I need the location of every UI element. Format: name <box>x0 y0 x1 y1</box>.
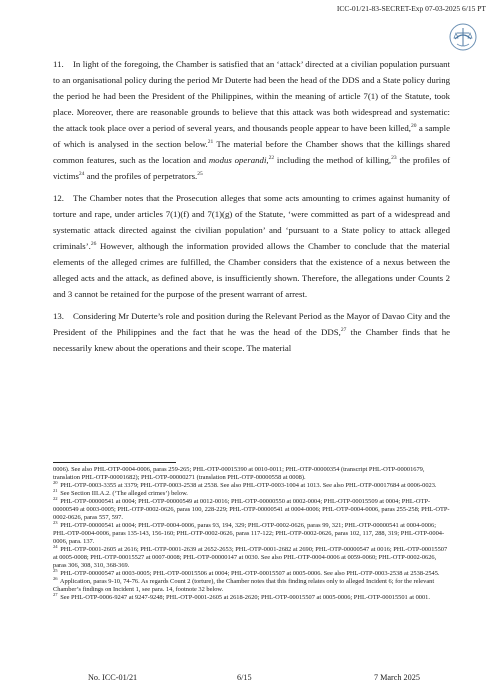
paragraph-text: , <box>266 155 269 165</box>
footnote-text: PHL-OTP-0001-2605 at 2616; PHL-OTP-0001-2639 at 2652-2653; PHL-OTP-0001-2682 at 2690; PHL-OTP-00000547 at 0016; PHL-OTP-00015507 at 0005-0008; PHL-OTP-00015527 at 0007-0008; PHL-OTP-00000147 at 0030. See also PHL-OTP-0004-0006 at 0059-0060; PHL-OTP-0002-0626, paras 306, 308, 310, 368-369. <box>53 546 448 569</box>
footnote-ref-22[interactable]: 22 <box>268 155 275 162</box>
footnote-25 <box>53 567 450 578</box>
paragraph-text: Considering Mr Duterte’s role and position during the Relevant Period as the Mayor of Davao City and the President of the Philippines and the fact that he was the head of the DDS, <box>53 311 450 337</box>
court-emblem-icon <box>448 22 478 52</box>
footnote-20 <box>53 479 450 490</box>
paragraph-text: and the profiles of perpetrators. <box>84 171 198 181</box>
footnote-number: 25 <box>53 567 58 573</box>
footnote-26 <box>53 575 450 594</box>
footnote-number: 23 <box>53 519 58 525</box>
document-body <box>53 56 450 362</box>
footnote-text: See Section III.A.2. (‘The alleged crimes’) below. <box>60 490 188 497</box>
paragraph-text: The Chamber notes that the Prosecution alleges that some acts amounting to crimes against humanity of torture and rape, under articles 7(1)(f) and 7(1)(g) of the Statute, ‘were committed as part of a widespread and systematic attack directed against the civilian population’ and ‘pursuant to a State policy to attack alleged criminals’. <box>53 193 450 251</box>
paragraph-text: In light of the foregoing, the Chamber is satisfied that an ‘attack’ directed at a civilian population pursuant to an organisational policy during the period Mr Duterte had been the head of the DDS and a State policy during the period he had been the President of the Philippines, within the meaning of article 7(1) of the Statute, took place. Moreover, there are reasonable grounds to believe that this attack was both widespread and systematic: the attack took place over a period of several years, and thousands people appear to have been killed, <box>53 59 450 133</box>
footnote-number: 20 <box>53 479 58 485</box>
footnotes-section <box>53 466 450 602</box>
footnote-ref-21[interactable]: 21 <box>207 139 214 146</box>
footnote-ref-25[interactable]: 25 <box>197 171 203 178</box>
paragraph-text: However, although the information provided allows the Chamber to conclude that the material elements of the alleged crimes are fulfilled, the Chamber considers that the existence of a nexus between the alleged acts and the attack, as defined above, is insufficiently shown. Therefore, the allegations under Counts 2 and 3 cannot be retained for the purpose of the present warrant of arrest. <box>53 241 450 299</box>
footnote-ref-20[interactable]: 20 <box>410 123 417 130</box>
footnote-ref-23[interactable]: 23 <box>391 155 397 162</box>
footnote-text: PHL-OTP-0003-3355 at 3379; PHL-OTP-0003-2538 at 2538. See also PHL-OTP-0003-1004 at 1013. See also PHL-OTP-00017684 at 0006-0023. <box>60 482 437 489</box>
paragraph-text: the profiles of victims <box>53 155 450 181</box>
footnote-text: PHL-OTP-00000547 at 0003-0005; PHL-OTP-00015506 at 0004; PHL-OTP-00015507 at 0005-0006. See also PHL-OTP-0003-2538 at 2538-2545. <box>60 570 440 577</box>
footnote-ref-26[interactable]: 26 <box>90 241 97 248</box>
paragraph-text: including the method of killing, <box>274 155 392 165</box>
footnote-text: PHL-OTP-00000541 at 0004; PHL-OTP-0004-0006, paras 93, 194, 329; PHL-OTP-0002-0626, paras 99, 321; PHL-OTP-00000541 at 0004-0006; PHL-OTP-0004-0006, paras 135-143, 156-160; PHL-OTP-0002-0626, paras 117-122; PHL-OTP-0002-0626, paras 102, 117, 288, 319; PHL-OTP-0004-0006, para. 137. <box>53 522 445 545</box>
paragraph-number: 13. <box>53 311 64 321</box>
case-number: No. ICC-01/21 <box>88 673 138 682</box>
footnote-number: 22 <box>53 495 58 501</box>
paragraph-13 <box>53 308 450 356</box>
document-date: 7 March 2025 <box>374 673 420 682</box>
footnote-22 <box>53 495 450 522</box>
italic-term: modus operandi <box>208 155 267 165</box>
paragraph-number: 11. <box>53 59 64 69</box>
footnote-text: 0006). See also PHL-OTP-0004-0006, paras 259-265; PHL-OTP-00015390 at 0010-0011; PHL-OTP-00000354 (transcript PHL-OTP-00001679, translation PHL-OTP-00001682); PHL-OTP-00000271 (translation PHL-OTP-00000558 at 0008). <box>53 466 425 481</box>
footnote-27 <box>53 591 450 602</box>
footnote-continuation <box>53 466 450 482</box>
page-number: 6/15 <box>237 673 252 682</box>
footnote-21 <box>53 487 450 498</box>
footnote-ref-24[interactable]: 24 <box>78 171 85 178</box>
footnote-24 <box>53 543 450 570</box>
footnote-number: 27 <box>53 591 58 597</box>
paragraph-number: 12. <box>53 193 64 203</box>
footnote-number: 26 <box>53 575 58 581</box>
page-header: ICC-01/21-83-SECRET-Exp 07-03-2025 6/15 PT <box>336 4 486 13</box>
footnote-ref-27[interactable]: 27 <box>340 327 347 334</box>
footnote-23 <box>53 519 450 546</box>
footnote-text: PHL-OTP-00000541 at 0004; PHL-OTP-00000549 at 0012-0016; PHL-OTP-00000550 at 0002-0004; PHL-OTP-00015509 at 0004; PHL-OTP-00000549 at 0003-0005; PHL-OTP-0002-0626, paras 100, 228-229; PHL-OTP-00000541 at 0004-0006; PHL-OTP-0004-0006, paras 255-258; PHL-OTP-0002-0626, paras 557, 597. <box>53 498 450 521</box>
footnote-divider <box>53 462 176 463</box>
page-footer <box>0 673 490 685</box>
paragraph-12 <box>53 190 450 302</box>
paragraph-text: a sample of which is analysed in the section below. <box>53 123 450 149</box>
footnote-text: Application, paras 9-10, 74-76. As regards Count 2 (torture), the Chamber notes that this finding relates only to alleged Incident 6; for the relevant Chamber’s findings on Incident 1, see para. 14, footnote 32 below. <box>53 578 435 593</box>
footnote-text: See PHL-OTP-0006-9247 at 9247-9248; PHL-OTP-0001-2605 at 2618-2620; PHL-OTP-00015507 at 0005-0006; PHL-OTP-00015501 at 0001. <box>60 594 430 601</box>
paragraph-text: The material before the Chamber shows that the killings shared common features, such as the location and <box>53 139 450 165</box>
paragraph-11 <box>53 56 450 184</box>
paragraph-text: the Chamber finds that he necessarily knew about the operations and their scope. The material <box>53 327 450 353</box>
footnote-number: 24 <box>53 543 58 549</box>
footnote-number: 21 <box>53 487 58 493</box>
